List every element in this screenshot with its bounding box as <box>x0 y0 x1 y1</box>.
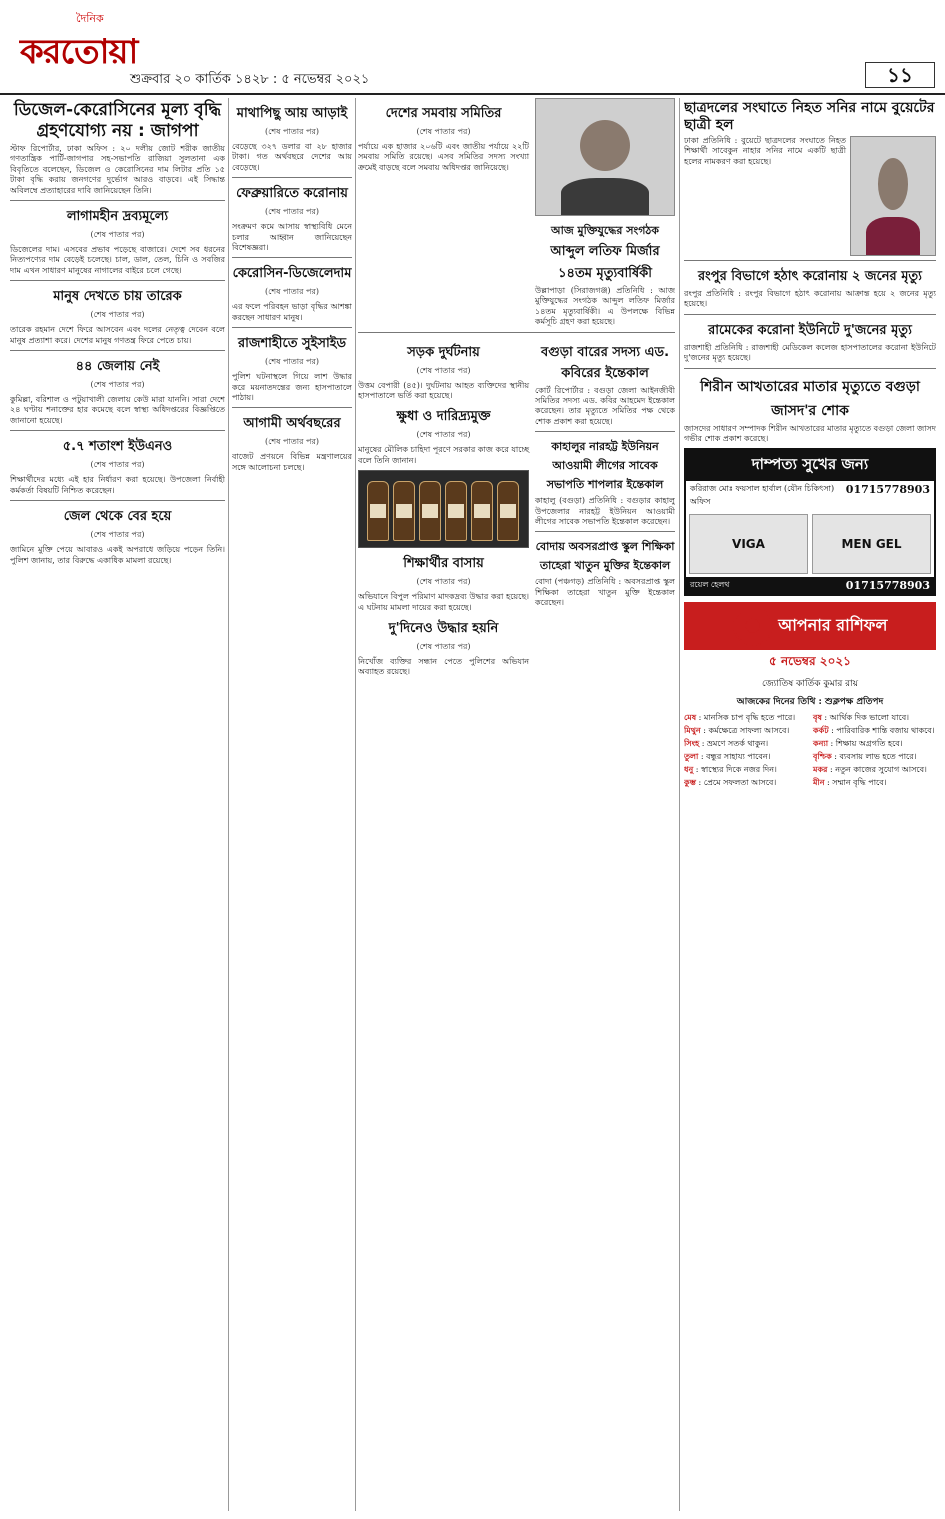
zodiac-sign: মিথুন <box>684 725 701 736</box>
column-divider <box>355 98 356 1511</box>
ad-headline: দাম্পত্য সুখের জন্য <box>686 450 934 481</box>
ad-product-viga: VIGA <box>689 514 808 574</box>
column-1 <box>10 98 225 1511</box>
horoscope-entry <box>684 738 807 749</box>
bottle-image <box>471 481 493 541</box>
article-body: অভিযানে বিপুল পরিমাণ মাদকদ্রব্য উদ্ধার করা হয়েছে। এ ঘটনায় মামলা দায়ের করা হয়েছে। <box>358 592 530 612</box>
divider <box>232 327 352 328</box>
ad-footer-brand: রয়েল হেলথ <box>690 580 730 590</box>
divider <box>535 431 675 432</box>
horoscope-text: : নতুন কাজের সুযোগ আসবে। <box>827 765 927 775</box>
article-body: কাহালু (বগুড়া) প্রতিনিধি : বগুড়ার কাহালু উপজেলার নারহট্ট ইউনিয়ন আওয়ামী লীগের সাবেক সভাপতি ইন্তেকাল করেছেন। <box>535 496 675 527</box>
horoscope-entry <box>684 712 807 723</box>
ad-advertiser: করিরাজ মোঃ ফয়সাল হার্বাল (যৌন চিকিৎসা) অফিস <box>690 484 835 507</box>
continued-note: (শেষ পাতার পর) <box>416 577 471 587</box>
horoscope-text: : ব্যবসায় লাভ হতে পারে। <box>831 752 917 762</box>
continued-note: (শেষ পাতার পর) <box>264 357 320 367</box>
horoscope-text: : স্বাস্থ্যের দিকে নজর দিন। <box>693 765 777 775</box>
zodiac-sign: বৃষ <box>813 712 822 723</box>
horoscope-entry <box>813 712 936 723</box>
logo-tagline: দৈনিক <box>76 12 104 25</box>
lead-headline: ডিজেল-কেরোসিনের মূল্য বৃদ্ধি গ্রহণযোগ্য নয় : জাগপা <box>13 100 222 141</box>
obituary-body: উল্লাপাড়া (সিরাজগঞ্জ) প্রতিনিধি : আজ মুক্তিযুদ্ধের সংগঠক আব্দুল লতিফ মির্জার ১৪তম মৃত্যুবার্ষিকী। এ উপলক্ষে বিভিন্ন কর্মসূচি গ্রহণ করা হয়েছে। <box>535 286 675 327</box>
article-headline: ৫.৭ শতাংশ ইউএনও <box>62 439 173 455</box>
divider <box>10 280 225 281</box>
horoscope-text: : পারিবারিক শান্তি বজায় থাকবে। <box>828 726 935 736</box>
horoscope-entry <box>813 751 936 762</box>
continued-note: (শেষ পাতার পর) <box>416 365 471 375</box>
article-body: পুলিশ ঘটনাস্থলে গিয়ে লাশ উদ্ধার করে ময়নাতদন্তের জন্য হাসপাতালে পাঠায়। <box>232 372 352 403</box>
continued-note: (শেষ পাতার পর) <box>90 380 145 390</box>
divider <box>232 177 352 178</box>
horoscope-text: : বন্ধুর সাহায্য পাবেন। <box>698 752 771 762</box>
zodiac-sign: মীন <box>813 777 825 788</box>
divider <box>684 260 936 261</box>
article-body: মানুষের মৌলিক চাহিদা পূরণে সরকার কাজ করে যাচ্ছে বলে তিনি জানান। <box>358 445 530 465</box>
article-body: শিক্ষার্থীদের মধ্যে এই হার নির্ধারণ করা হয়েছে। উপজেলা নির্বাহী কর্মকর্তা বিষয়টি নিশ্চিত করেছেন। <box>10 475 225 495</box>
bottle-image <box>445 481 467 541</box>
divider <box>10 200 225 201</box>
bottle-image <box>497 481 519 541</box>
divider <box>10 500 225 501</box>
ad-phone: 01715778903 <box>845 579 930 593</box>
continued-note: (শেষ পাতার পর) <box>416 642 471 652</box>
continued-note: (শেষ পাতার পর) <box>90 460 145 470</box>
article-headline: রংপুর বিভাগে হঠাৎ করোনায় ২ জনের মৃত্যু <box>698 269 922 284</box>
continued-note: (শেষ পাতার পর) <box>264 127 320 136</box>
zodiac-sign: সিংহ <box>684 738 700 749</box>
horoscope-text: : আর্থিক দিক ভালো যাবে। <box>821 713 910 723</box>
horoscope-entry <box>684 751 807 762</box>
portrait-photo <box>535 98 675 216</box>
divider <box>358 332 675 333</box>
continued-note: (শেষ পাতার পর) <box>90 230 145 240</box>
horoscope-title: আপনার রাশিফল <box>778 615 888 635</box>
article-body: বাজেট প্রণয়নে বিভিন্ন মন্ত্রণালয়ের সঙ্গে আলোচনা চলছে। <box>232 452 352 472</box>
divider <box>535 531 675 532</box>
article-body: জাসদের সাধারণ সম্পাদক শিরীন আখতারের মাতার মৃত্যুতে বগুড়া জেলা জাসদ গভীর শোক প্রকাশ করেছে। <box>684 423 936 444</box>
page-number: ১১ <box>865 62 935 88</box>
advertisement <box>684 448 936 596</box>
continued-note: (শেষ পাতার পর) <box>90 530 145 540</box>
article-headline: জেল থেকে বের হয়ে <box>63 509 172 525</box>
obituary-headline: আজ মুক্তিযুদ্ধের সংগঠক <box>551 224 659 237</box>
article-body: তারেক রহমান দেশে ফিরে আসবেন এবং দলের নেতৃত্ব দেবেন বলে মানুষ প্রত্যাশা করে। দেশের মানুষ গণতন্ত্র ফিরে পেতে চায়। <box>10 325 225 345</box>
article-body: সংক্রমণ কমে আসায় স্বাস্থ্যবিধি মেনে চলার আহ্বান জানিয়েছেন বিশেষজ্ঞরা। <box>232 222 352 253</box>
article-body: ডিজেলের দাম। এসবের প্রভাব পড়েছে বাজারে। দেশে সব ধরনের নিত্যপণ্যের দাম বেড়েই চলেছে। চাল, ডাল, তেল, চিনি ও সবজির দাম এখন সাধারণ মানুষের নাগালের বাইরে চলে গেছে। <box>10 245 225 275</box>
bottle-image <box>419 481 441 541</box>
article-headline: বোদায় অবসরপ্রাপ্ত স্কুল শিক্ষিকা তাহেরা খাতুন মুক্তির ইন্তেকাল <box>535 540 675 573</box>
article-headline: কাহালুর নারহট্ট ইউনিয়ন আওয়ামী লীগের সাবেক সভাপতি শাপলার ইন্তেকাল <box>546 440 664 492</box>
column-2 <box>232 98 352 1511</box>
horoscope-entry <box>813 764 936 775</box>
article-body: পর্যায়ে এক হাজার ২০৬টি এবং জাতীয় পর্যায়ে ২২টি সমবায় সমিতি রয়েছে। এসব সমিতির সদস্য সংখ্যা ক্রমেই বাড়ছে বলে সমবায় অধিদপ্তর জানিয়েছে। <box>358 142 530 172</box>
zodiac-wheel-icon <box>733 606 773 646</box>
masthead <box>0 0 945 95</box>
article-body: রাজশাহী প্রতিনিধি : রাজশাহী মেডিকেল কলেজ হাসপাতালের করোনা ইউনিটে দু'জনের মৃত্যু হয়েছে। <box>684 342 936 363</box>
article-headline: বগুড়া বারের সদস্য এড. কবিরের ইন্তেকাল <box>540 344 670 381</box>
article-body: বেড়েছে ৩২৭ ডলার বা ২৮ হাজার টাকা। গত অর্থবছরে দেশের আয় বেড়েছে। <box>232 142 352 172</box>
article-body: উত্তম বেপারী (৪৫)। দুর্ঘটনায় আহত ব্যক্তিদের স্থানীয় হাসপাতালে ভর্তি করা হয়েছে। <box>358 380 530 401</box>
divider <box>684 368 936 369</box>
horoscope-text: : কর্মক্ষেত্রে সাফল্য আসবে। <box>700 726 790 736</box>
horoscope-day: আজকের দিনের তিথি : শুক্লপক্ষ প্রতিপদ <box>736 697 884 708</box>
continued-note: (শেষ পাতার পর) <box>416 430 471 440</box>
divider <box>232 407 352 408</box>
obituary-headline: আব্দুল লতিফ মির্জার <box>550 244 660 259</box>
zodiac-sign: কন্যা <box>813 738 829 749</box>
dateline: শুক্রবার ২০ কার্তিক ১৪২৮ : ৫ নভেম্বর ২০২১ <box>130 72 370 87</box>
article-headline: সড়ক দুর্ঘটনায় <box>407 344 480 360</box>
continued-note: (শেষ পাতার পর) <box>264 437 320 447</box>
horoscope-entry <box>684 725 807 736</box>
ad-product-men-gel: MEN GEL <box>812 514 931 574</box>
article-body: বোদা (পঞ্চগড়) প্রতিনিধি : অবসরপ্রাপ্ত স্কুল শিক্ষিকা তাহেরা খাতুন মুক্তি ইন্তেকাল করেছেন। <box>535 577 675 608</box>
article-headline: কেরোসিন-ডিজেলেদাম <box>232 266 352 282</box>
divider <box>10 430 225 431</box>
horoscope-text: : ভ্রমণে সতর্ক থাকুন। <box>699 739 769 749</box>
horoscope-entry <box>813 725 936 736</box>
column-3 <box>358 98 675 1511</box>
zodiac-sign: মকর <box>813 764 828 775</box>
horoscope-entry <box>684 777 807 788</box>
column-divider <box>679 98 680 1511</box>
zodiac-sign: ধনু <box>684 764 694 775</box>
horoscope-date: ৫ নভেম্বর ২০২১ <box>769 654 851 669</box>
continued-note: (শেষ পাতার পর) <box>416 127 471 136</box>
horoscope-entry <box>813 738 936 749</box>
column-4 <box>684 98 936 1511</box>
portrait-body <box>866 217 920 255</box>
article-headline: রামেকের করোনা ইউনিটে দু'জনের মৃত্যু <box>708 322 912 338</box>
lead-body: স্টাফ রিপোর্টার, ঢাকা অফিস : ২০ দলীয় জোট শরীক জাতীয় গণতান্ত্রিক পার্টি-জাগপার সহ-সভাপতি রাজিয়া সুলতানা এক বিবৃতিতে বলেছেন, ডিজেল ও কেরোসিনের দাম লিটার প্রতি ১৫ টাকা বৃদ্ধি করায় জনগণের দুর্ভোগ আরও বাড়বে। এই সিদ্ধান্ত অবিলম্বে প্রত্যাহারের দাবি জানিয়েছেন তিনি। <box>10 144 225 195</box>
portrait-photo <box>850 136 936 256</box>
article-headline: ক্ষুধা ও দারিদ্র্যমুক্ত <box>396 409 491 425</box>
article-headline: আগামী অর্থবছরের <box>243 416 341 432</box>
article-headline: মাথাপিছু আয় আড়াই <box>236 106 348 121</box>
continued-note: (শেষ পাতার পর) <box>90 310 145 320</box>
article-body: রংপুর প্রতিনিধি : রংপুর বিভাগে হঠাৎ করোনায় আক্রান্ত হয়ে ২ জনের মৃত্যু হয়েছে। <box>684 289 936 309</box>
article-headline: দেশের সমবায় সমিতির <box>385 106 502 121</box>
zodiac-sign: তুলা <box>684 751 699 762</box>
horoscope-byline: জ্যোতিষ কার্তিক কুমার রায় <box>761 679 859 690</box>
article-headline: দু'দিনেও উদ্ধার হয়নি <box>388 621 499 637</box>
portrait-face <box>580 120 630 171</box>
article-headline: লাগামহীন দ্রব্যমূল্যে <box>66 209 169 225</box>
divider <box>232 257 352 258</box>
continued-note: (শেষ পাতার পর) <box>264 287 320 297</box>
zodiac-sign: বৃশ্চিক <box>813 751 832 762</box>
continued-note: (শেষ পাতার পর) <box>264 207 320 217</box>
bottle-image <box>393 481 415 541</box>
article-headline: ছাত্রদলের সংঘাতে নিহত সনির নামে বুয়েটের ছাত্রী হল <box>684 100 935 133</box>
article-body: ঢাকা প্রতিনিধি : বুয়েটে ছাত্রদলের সংঘাতে নিহত শিক্ষার্থী সাবেকুন নাহার সনির নামে একটি ছাত্রী হলের নামকরণ করা হয়েছে। <box>684 136 846 166</box>
logo-name: করতোয়া <box>20 32 138 72</box>
horoscope-text: : সম্মান বৃদ্ধি পাবে। <box>824 778 887 788</box>
horoscope-entry <box>813 777 936 788</box>
divider <box>684 314 936 315</box>
article-body: নিখোঁজ ব্যক্তির সন্ধান পেতে পুলিশের অভিযান অব্যাহত রয়েছে। <box>358 657 530 677</box>
newspaper-logo <box>18 6 138 76</box>
bottle-image <box>367 481 389 541</box>
seized-bottles-photo <box>358 470 529 548</box>
divider <box>10 350 225 351</box>
article-headline: রাজশাহীতে সুইসাইড <box>237 336 347 352</box>
portrait-body <box>561 178 649 215</box>
zodiac-sign: মেষ <box>684 712 697 723</box>
article-headline: শিক্ষার্থীর বাসায় <box>403 556 484 572</box>
horoscope-header <box>684 602 936 650</box>
article-headline: শিরীন আখতারের মাতার মৃত্যুতে বগুড়া জাসদ'র শোক <box>700 378 920 419</box>
article-body: এর ফলে পরিবহন ভাড়া বৃদ্ধির আশঙ্কা করছেন সাধারণ মানুষ। <box>232 302 352 322</box>
horoscope-text: : শিক্ষায় অগ্রগতি হবে। <box>828 739 903 749</box>
column-divider <box>228 98 229 1511</box>
zodiac-sign: কুম্ভ <box>684 777 696 788</box>
article-body: কোর্ট রিপোর্টার : বগুড়া জেলা আইনজীবী সমিতির সদস্য এড. কবির আহমেদ ইন্তেকাল করেছেন। তার মৃত্যুতে সমিতির পক্ষ থেকে শোক প্রকাশ করা হয়েছে। <box>535 385 675 426</box>
horoscope-text: : প্রেমে সফলতা আসবে। <box>695 778 777 788</box>
article-headline: ফেব্রুয়ারিতে করোনায় <box>236 186 348 202</box>
horoscope-entry <box>684 764 807 775</box>
horoscope-grid <box>684 712 936 788</box>
zodiac-sign: কর্কট <box>813 725 829 736</box>
ad-phone: 01715778903 <box>845 483 930 497</box>
horoscope-text: : মানসিক চাপ বৃদ্ধি হতে পারে। <box>696 713 796 723</box>
obituary-headline: ১৪তম মৃত্যুবার্ষিকী <box>558 266 652 281</box>
article-headline: মানুষ দেখতে চায় তারেক <box>53 289 182 305</box>
article-headline: ৪৪ জেলায় নেই <box>75 359 160 375</box>
article-body: কুমিল্লা, বরিশাল ও পটুয়াখালী জেলায় কেউ মারা যাননি। সারা দেশে ২৪ ঘণ্টায় শনাক্তের হার কমেছে বলে স্বাস্থ্য অধিদপ্তরের বিজ্ঞপ্তিতে জানানো হয়েছে। <box>10 395 225 425</box>
portrait-face <box>878 158 908 210</box>
article-body: জামিনে মুক্তি পেয়ে আবারও একই অপরাধে জড়িয়ে পড়েন তিনি। পুলিশ জানায়, তার বিরুদ্ধে একাধিক মামলা রয়েছে। <box>10 545 225 565</box>
